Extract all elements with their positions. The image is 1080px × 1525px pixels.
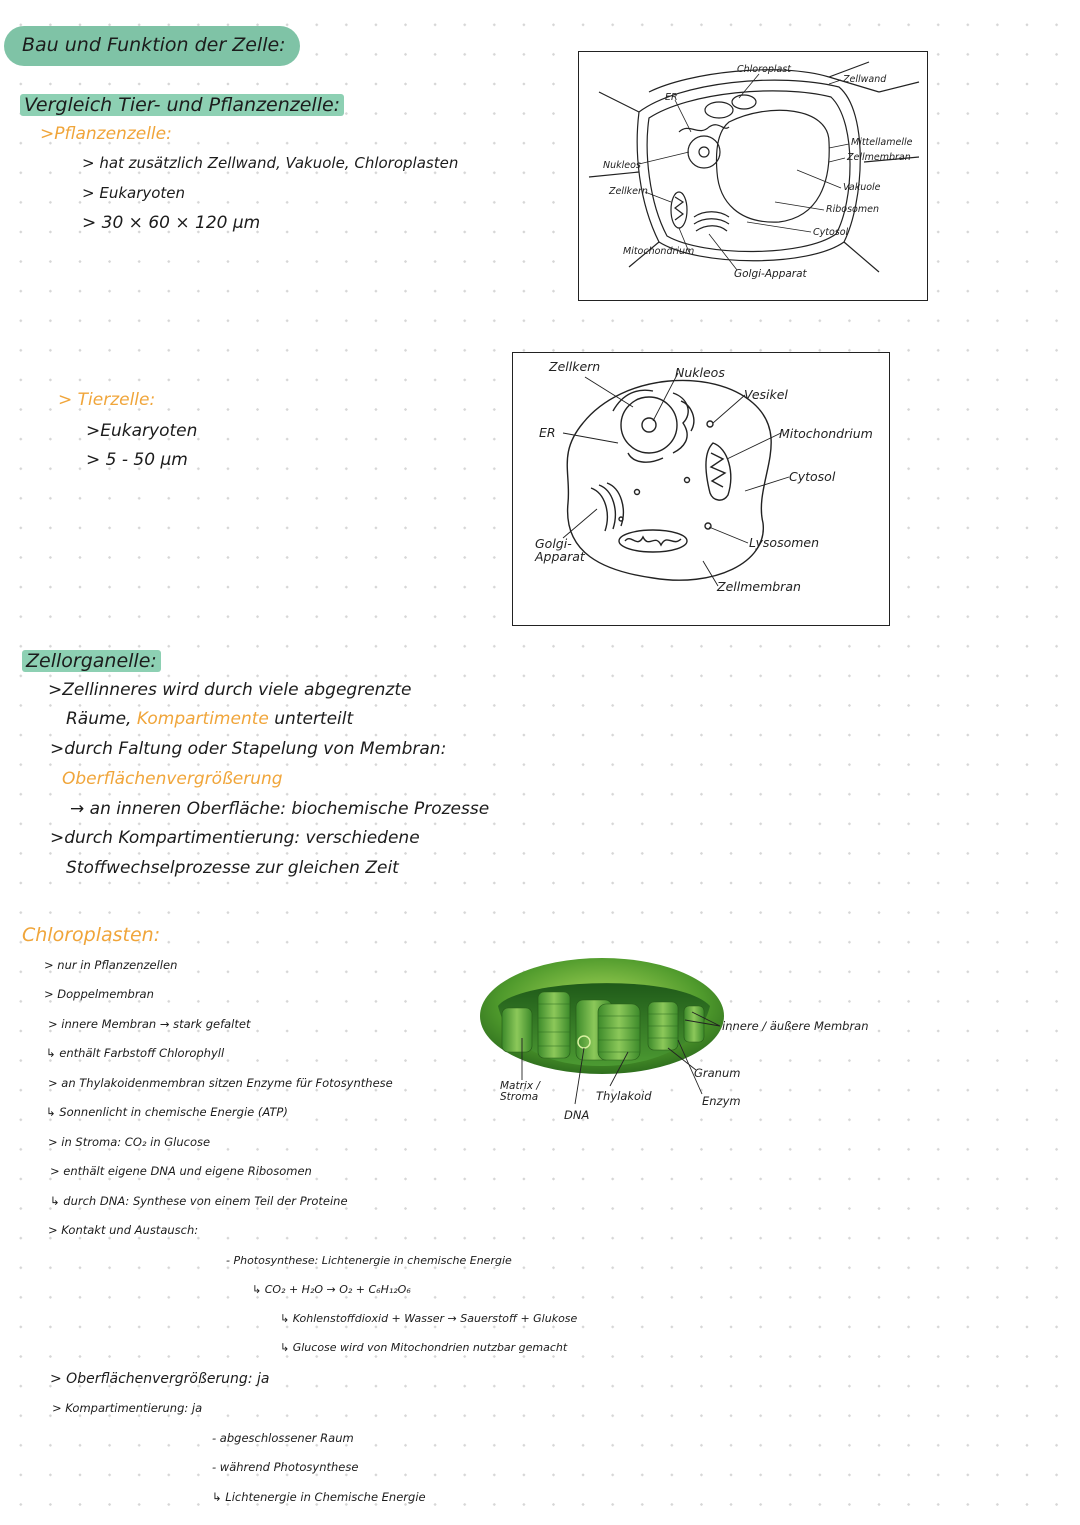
chloro-item: > Kontakt und Austausch: [48, 1223, 199, 1237]
photo-line: - Photosynthese: Lichtenergie in chemische Energie [226, 1254, 512, 1267]
zellorganelle-line: >durch Faltung oder Stapelung von Membran: [50, 739, 447, 759]
label-membran: innere / äußere Membran [722, 1019, 869, 1033]
label-cytosol: Cytosol [789, 469, 836, 484]
pflanzenzelle-heading: >Pflanzenzelle: [40, 124, 172, 144]
photo-line: ↳ Kohlenstoffdioxid + Wasser → Sauerstoff + Glukose [280, 1312, 578, 1325]
label-golgi: Golgi-Apparat [734, 268, 807, 280]
label-mittellamelle: Mittellamelle [851, 137, 913, 148]
label-chloroplast: Chloroplast [737, 64, 791, 75]
label-zellmembran: Zellmembran [717, 579, 801, 594]
zellorganelle-line: Räume, Kompartimente unterteilt [66, 709, 354, 729]
chloro-item: > enthält eigene DNA und eigene Ribosomen [50, 1164, 312, 1178]
chloroplast-body [480, 958, 724, 1074]
chloro-item: > an Thylakoidenmembran sitzen Enzyme für Fotosynthese [48, 1076, 393, 1090]
label-enzym: Enzym [702, 1094, 741, 1108]
ober-line: > Oberflächenvergrößerung: ja [50, 1371, 270, 1387]
chloroplast-diagram [480, 948, 900, 1128]
zellorganelle-line: Stoffwechselprozesse zur gleichen Zeit [66, 858, 399, 878]
plant-cell-diagram [578, 51, 928, 301]
label-golgi-2: Apparat [535, 549, 585, 564]
pflanze-item: > hat zusätzlich Zellwand, Vakuole, Chloroplasten [82, 154, 459, 172]
label-golgi-1: Golgi- [535, 536, 572, 551]
label-matrix-1: Matrix / [500, 1080, 540, 1092]
chloro-item: ↳ durch DNA: Synthese von einem Teil der Proteine [50, 1194, 348, 1208]
label-mitochondrium: Mitochondrium [779, 426, 873, 441]
label-lysosomen: Lysosomen [749, 535, 820, 550]
tier-item: >Eukaryoten [86, 421, 198, 441]
animal-cell-drawing [513, 353, 889, 625]
label-cytosol: Cytosol [813, 227, 849, 238]
zellorganelle-line: → an inneren Oberfläche: biochemische Prozesse [70, 799, 490, 819]
chloro-item: ↳ enthält Farbstoff Chlorophyll [46, 1046, 225, 1060]
plant-cell-drawing [579, 52, 927, 300]
pflanze-item: > Eukaryoten [82, 184, 186, 202]
zellorganelle-line: >durch Kompartimentierung: verschiedene [50, 828, 420, 848]
label-vakuole: Vakuole [843, 182, 881, 193]
label-zellwand: Zellwand [843, 74, 887, 85]
tierzelle-heading: > Tierzelle: [58, 390, 156, 410]
chloro-item: > innere Membran → stark gefaltet [48, 1017, 251, 1031]
zellorganelle-heading: Zellorganelle: [22, 650, 161, 672]
label-granum: Granum [694, 1066, 741, 1080]
label-dna: DNA [564, 1108, 590, 1122]
vergleich-heading: Vergleich Tier- und Pflanzenzelle: [20, 94, 344, 116]
page-title: Bau und Funktion der Zelle: [22, 34, 286, 56]
zellorganelle-line: Oberflächenvergrößerung [62, 769, 283, 789]
kompart-sub: - während Photosynthese [212, 1460, 359, 1474]
label-er: ER [665, 92, 678, 103]
label-zellmembran: Zellmembran [847, 152, 911, 163]
chloroplasten-heading: Chloroplasten: [22, 924, 161, 946]
label-thylakoid: Thylakoid [596, 1089, 652, 1103]
pflanze-item: > 30 × 60 × 120 µm [82, 213, 261, 233]
tier-item: > 5 - 50 µm [86, 450, 188, 470]
photo-line: ↳ Glucose wird von Mitochondrien nutzbar gemacht [280, 1341, 568, 1354]
zellorganelle-line: >Zellinneres wird durch viele abgegrenzte [48, 680, 412, 700]
label-mitochondrium: Mitochondrium [623, 246, 695, 257]
chloro-item: > Doppelmembran [44, 987, 154, 1001]
label-matrix-2: Stroma [500, 1091, 539, 1103]
label-zellkern: Zellkern [609, 186, 648, 197]
kompart-sub: ↳ Lichtenergie in Chemische Energie [212, 1490, 426, 1504]
kompart-sub: - abgeschlossener Raum [212, 1431, 354, 1445]
photo-line: ↳ CO₂ + H₂O → O₂ + C₆H₁₂O₆ [252, 1283, 411, 1296]
animal-cell-diagram [512, 352, 890, 626]
label-zellkern: Zellkern [549, 359, 601, 374]
label-er: ER [539, 425, 556, 440]
chloro-item: > in Stroma: CO₂ in Glucose [48, 1135, 211, 1149]
chloro-item: > nur in Pflanzenzellen [44, 958, 178, 972]
chloro-item: ↳ Sonnenlicht in chemische Energie (ATP) [46, 1105, 288, 1119]
label-vesikel: Vesikel [744, 387, 788, 402]
label-nukleos: Nukleos [675, 365, 725, 380]
kompart-line: > Kompartimentierung: ja [52, 1401, 203, 1415]
label-nukleos: Nukleos [603, 160, 641, 171]
label-ribosomen: Ribosomen [826, 204, 879, 215]
